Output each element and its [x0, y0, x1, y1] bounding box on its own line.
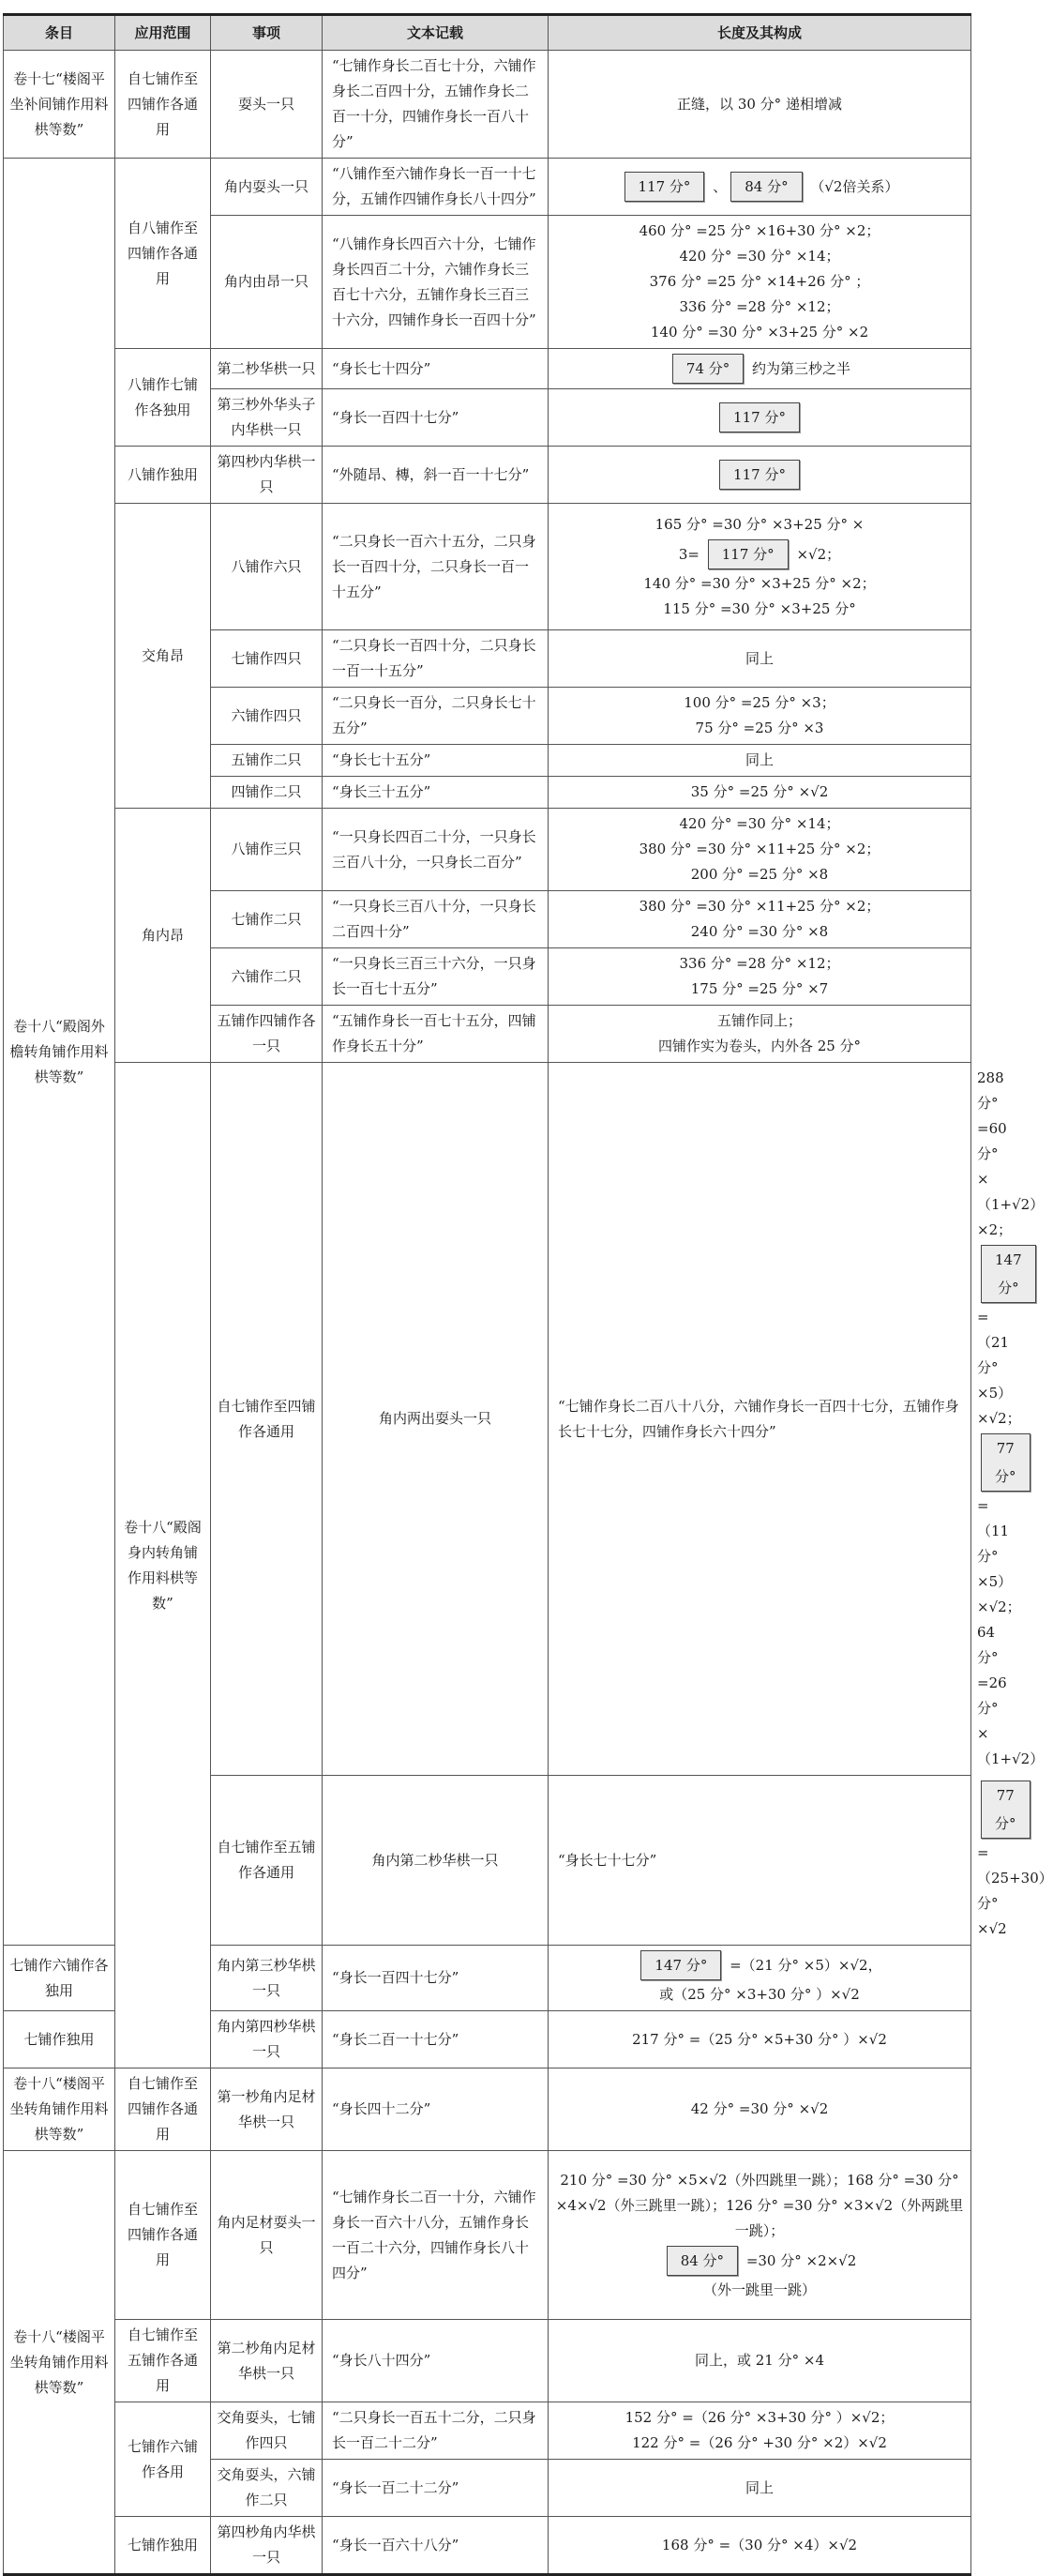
highlight-box: 84 分° — [730, 172, 802, 202]
cell-scope: 八铺作独用 — [115, 447, 211, 504]
cell-text: “七铺作身长二百一十分，六铺作身长一百六十八分，五铺作身长一百二十六分，四铺作身长八十四分” — [323, 2151, 549, 2320]
cell-item: 第四杪内华栱一只 — [211, 447, 323, 504]
formula-text: 3= — [678, 545, 704, 563]
cell-item: 六铺作四只 — [211, 688, 323, 745]
cell-text: “八铺作至六铺作身长一百一十七分，五铺作四铺作身长八十四分” — [323, 159, 549, 216]
cell-length — [549, 809, 971, 891]
formula-line: 152 分° =（26 分° ×3+30 分° ）×√2； — [624, 2409, 895, 2426]
cell-entry: 卷十八“楼阁平坐转角铺作用料栱等数” — [4, 2151, 115, 2575]
cell-scope: 自七铺作至四铺作各通用 — [115, 2151, 211, 2320]
cell-item: 五铺作四铺作各一只 — [211, 1006, 323, 1063]
cell-item: 第一杪角内足材华栱一只 — [211, 2068, 323, 2151]
table-row — [4, 159, 971, 216]
formula-text: ×√2； — [791, 545, 841, 563]
cell-item: 第二杪华栱一只 — [211, 349, 323, 389]
formula-line: 240 分° =30 分° ×8 — [690, 923, 829, 940]
cell-text: “五铺作身长一百七十五分，四铺作身长五十分” — [323, 1006, 549, 1063]
cell-item: 角内第二杪华栱一只 — [323, 1776, 549, 1946]
cell-text: “身长三十五分” — [323, 777, 549, 809]
cell-entry: 卷十八“楼阁平坐转角铺作用料栱等数” — [4, 2068, 115, 2151]
formula-line: 376 分° =25 分° ×14+26 分° ； — [649, 273, 870, 290]
cell-entry: 卷十八“殿阁身内转角铺作用料栱等数” — [115, 1063, 211, 2068]
formula-line: 175 分° =25 分° ×7 — [690, 980, 829, 997]
cell-item: 六铺作二只 — [211, 948, 323, 1006]
cell-length: 同上 — [549, 745, 971, 777]
cell-length: 42 分° =30 分° ×√2 — [549, 2068, 971, 2151]
formula-line: 420 分° =30 分° ×14； — [679, 248, 840, 265]
table-container — [3, 13, 1053, 2576]
cell-scope: 自七铺作至四铺作各通用 — [211, 1063, 323, 1776]
cell-length — [549, 1006, 971, 1063]
cell-length: 同上 — [549, 630, 971, 688]
formula-line: 460 分° =25 分° ×16+30 分° ×2； — [639, 222, 880, 239]
cell-text: “二只身长一百五十二分，二只身长一百二十二分” — [323, 2402, 549, 2460]
highlight-box: 147 分° — [640, 1950, 721, 1980]
cell-text: “七铺作身长二百七十分，六铺作身长二百四十分，五铺作身长二百一十分，四铺作身长一百八十分” — [323, 51, 549, 159]
cell-item: 七铺作二只 — [211, 891, 323, 948]
table-row — [4, 504, 971, 630]
cell-length — [549, 2402, 971, 2460]
cell-length — [549, 948, 971, 1006]
table-row — [4, 349, 971, 389]
cell-length: 正缝，以 30 分° 递相增减 — [549, 51, 971, 159]
cell-text: “身长一百六十八分” — [323, 2517, 549, 2575]
formula-line — [554, 2244, 965, 2278]
table-row — [4, 2517, 971, 2575]
cell-text: “身长七十七分” — [549, 1776, 971, 1946]
formula-line: 336 分° =28 分° ×12； — [679, 955, 840, 972]
header-entry: 条目 — [4, 15, 115, 51]
cell-scope: 自七铺作至五铺作各通用 — [115, 2320, 211, 2402]
formula-text: 、 — [708, 178, 728, 195]
highlight-box: 84 分° — [667, 2246, 738, 2276]
cell-item: 第二杪角内足材华栱一只 — [211, 2320, 323, 2402]
cell-text: “八铺作身长四百六十分，七铺作身长四百二十分，六铺作身长三百七十六分，五铺作身长三百三十六分，四铺作身长一百四十分” — [323, 216, 549, 349]
cell-item: 角内第四杪华栱一只 — [211, 2011, 323, 2068]
cell-text: “一只身长三百三十六分，一只身长一百七十五分” — [323, 948, 549, 1006]
formula-text: =（21 分° ×5）×√2； — [977, 1309, 1021, 1427]
highlight-box: 117 分° — [719, 402, 800, 432]
table-row — [4, 809, 971, 891]
formula-line: 336 分° =28 分° ×12； — [679, 298, 840, 315]
formula-line: 或（25 分° ×3+30 分° ）×√2 — [659, 1986, 860, 2003]
formula-text: =30 分° ×2×√2 — [742, 2251, 857, 2269]
cell-length — [549, 2151, 971, 2320]
highlight-box: 77 分° — [981, 1433, 1030, 1492]
cell-scope: 七铺作六铺作各用 — [115, 2402, 211, 2517]
formula-line: 五铺作同上； — [716, 1012, 802, 1029]
formula-text: =（11 分° ×5）×√2； — [977, 1497, 1021, 1615]
cell-item: 角内第三杪华栱一只 — [211, 1946, 323, 2011]
formula-text: =（25+30）分° ×√2 — [977, 1844, 1053, 1937]
cell-text: “二只身长一百四十分，二只身长一百一十五分” — [323, 630, 549, 688]
formula-line: 380 分° =30 分° ×11+25 分° ×2； — [639, 898, 880, 915]
cell-scope: 七铺作独用 — [115, 2517, 211, 2575]
cell-text: “外随昂、槫，斜一百一十七分” — [323, 447, 549, 504]
header-row — [4, 15, 971, 51]
cell-text: “身长七十五分” — [323, 745, 549, 777]
cell-scope: 交角昂 — [115, 504, 211, 809]
cell-scope: 角内昂 — [115, 809, 211, 1063]
formula-line: 140 分° =30 分° ×3+25 分° ×2； — [643, 574, 876, 592]
cell-entry: 卷十七“楼阁平坐补间铺作用料栱等数” — [4, 51, 115, 159]
cell-item: 交角耍头，七铺作四只 — [211, 2402, 323, 2460]
cell-text: “七铺作身长二百八十八分，六铺作身长一百四十七分，五铺作身长七十七分，四铺作身长六十四分” — [549, 1063, 971, 1776]
cell-item: 第四杪角内华栱一只 — [211, 2517, 323, 2575]
formula-line: 140 分° =30 分° ×3+25 分° ×2 — [650, 324, 869, 341]
cell-length: 217 分° =（25 分° ×5+30 分° ）×√2 — [549, 2011, 971, 2068]
cell-text: “身长七十四分” — [323, 349, 549, 389]
highlight-box: 77 分° — [981, 1780, 1030, 1839]
cell-text: “二只身长一百六十五分，二只身长一百四十分，二只身长一百一十五分” — [323, 504, 549, 630]
highlight-box: 74 分° — [672, 354, 744, 384]
cell-scope: 自七铺作至五铺作各通用 — [211, 1776, 323, 1946]
cell-length — [549, 349, 971, 389]
formula-line — [554, 1948, 965, 1982]
cell-entry: 卷十八“殿阁外檐转角铺作用料栱等数” — [4, 159, 115, 1946]
cell-text: “身长八十四分” — [323, 2320, 549, 2402]
formula-line: （外一跳里一跳） — [702, 2281, 816, 2298]
table-row: 卷十八“殿阁身内转角铺作用料栱等数” 自七铺作至四铺作各通用 角内两出耍头一只 “七铺作身长二百八十八分，六铺作身长一百四十七分，五铺作身长七十七分，四铺作身长六十四分” 288 分° =60 分° ×（1+√2）×2； 147 分° =（21 分° ×5）×√2； 77 分° =（11 分° ×5）×√2； 64 分° =26 分° ×（1+√2） — [4, 1063, 971, 1776]
cell-text: “身长四十二分” — [323, 2068, 549, 2151]
cell-item: 八铺作三只 — [211, 809, 323, 891]
cell-length — [549, 216, 971, 349]
cell-length — [549, 504, 971, 630]
formula-line: 165 分° =30 分° ×3+25 分° × — [654, 515, 865, 533]
cell-text: “一只身长三百八十分，一只身长二百四十分” — [323, 891, 549, 948]
table-row — [4, 2320, 971, 2402]
cell-text: “二只身长一百分，二只身长七十五分” — [323, 688, 549, 745]
formula-line: 100 分° =25 分° ×3； — [684, 694, 835, 711]
highlight-box: 117 分° — [624, 172, 705, 202]
formula-line: 122 分° =（26 分° +30 分° ×2）×√2 — [632, 2434, 887, 2451]
formula-text: =（21 分° ×5）×√2， — [725, 1957, 882, 1974]
table-row — [4, 51, 971, 159]
cell-text: “一只身长四百二十分，一只身长三百八十分，一只身长二百分” — [323, 809, 549, 891]
cell-item: 耍头一只 — [211, 51, 323, 159]
cell-scope: 八铺作七铺作各独用 — [115, 349, 211, 447]
cell-scope: 自七铺作至四铺作各通用 — [115, 2068, 211, 2151]
cell-length — [549, 389, 971, 447]
header-text: 文本记载 — [323, 15, 549, 51]
formula-line: 200 分° =25 分° ×8 — [690, 866, 829, 883]
formula-line: 75 分° =25 分° ×3 — [695, 720, 824, 736]
cell-scope: 七铺作六铺作各独用 — [4, 1946, 115, 2011]
cell-length: 168 分° =（30 分° ×4）×√2 — [549, 2517, 971, 2575]
cell-item: 四铺作二只 — [211, 777, 323, 809]
table-row — [4, 447, 971, 504]
cell-length: 同上 — [549, 2460, 971, 2517]
cell-item: 角内两出耍头一只 — [323, 1063, 549, 1776]
cell-item: 七铺作四只 — [211, 630, 323, 688]
formula-line: 210 分° =30 分° ×5×√2（外四跳里一跳）；168 分° =30 分° ×4×√2（外三跳里一跳）；126 分° =30 分° ×3×√2（外两跳里一跳）； — [555, 2171, 964, 2239]
header-scope: 应用范围 — [115, 15, 211, 51]
cell-scope: 自七铺作至四铺作各通用 — [115, 51, 211, 159]
highlight-box: 117 分° — [708, 539, 789, 569]
cell-length: 同上，或 21 分° ×4 — [549, 2320, 971, 2402]
cell-length — [549, 891, 971, 948]
cell-item: 角内足材耍头一只 — [211, 2151, 323, 2320]
highlight-box: 147 分° — [981, 1245, 1036, 1303]
cell-length — [549, 447, 971, 504]
table-row — [4, 2068, 971, 2151]
formula-line: 四铺作实为卷头，内外各 25 分° — [657, 1038, 862, 1054]
dougong-length-table — [3, 13, 1053, 2576]
cell-item: 交角耍头，六铺作二只 — [211, 2460, 323, 2517]
formula-line: 380 分° =30 分° ×11+25 分° ×2； — [639, 841, 880, 857]
cell-scope: 自八铺作至四铺作各通用 — [115, 159, 211, 349]
cell-item: 角内由昂一只 — [211, 216, 323, 349]
cell-item: 角内耍头一只 — [211, 159, 323, 216]
table-body — [4, 51, 1053, 2575]
formula-line — [554, 538, 965, 571]
cell-length — [549, 159, 971, 216]
cell-text: “身长一百二十二分” — [323, 2460, 549, 2517]
cell-length — [549, 688, 971, 745]
formula-line: 420 分° =30 分° ×14； — [679, 815, 840, 832]
cell-item: 八铺作六只 — [211, 504, 323, 630]
cell-text: “身长一百四十七分” — [323, 389, 549, 447]
formula-text: 约为第三杪之半 — [747, 360, 851, 377]
header-length: 长度及其构成 — [549, 15, 971, 51]
cell-length — [549, 1946, 971, 2011]
table-row — [4, 2151, 971, 2320]
table-row — [4, 2402, 971, 2460]
cell-scope: 七铺作独用 — [4, 2011, 115, 2068]
cell-item: 五铺作二只 — [211, 745, 323, 777]
cell-item: 第三杪外华头子内华栱一只 — [211, 389, 323, 447]
formula-text: （√2倍关系） — [805, 178, 899, 195]
cell-text: “身长二百一十七分” — [323, 2011, 549, 2068]
header-item: 事项 — [211, 15, 323, 51]
formula-line: 115 分° =30 分° ×3+25 分° — [663, 599, 856, 617]
highlight-box: 117 分° — [719, 460, 800, 490]
cell-length: 35 分° =25 分° ×√2 — [549, 777, 971, 809]
cell-text: “身长一百四十七分” — [323, 1946, 549, 2011]
